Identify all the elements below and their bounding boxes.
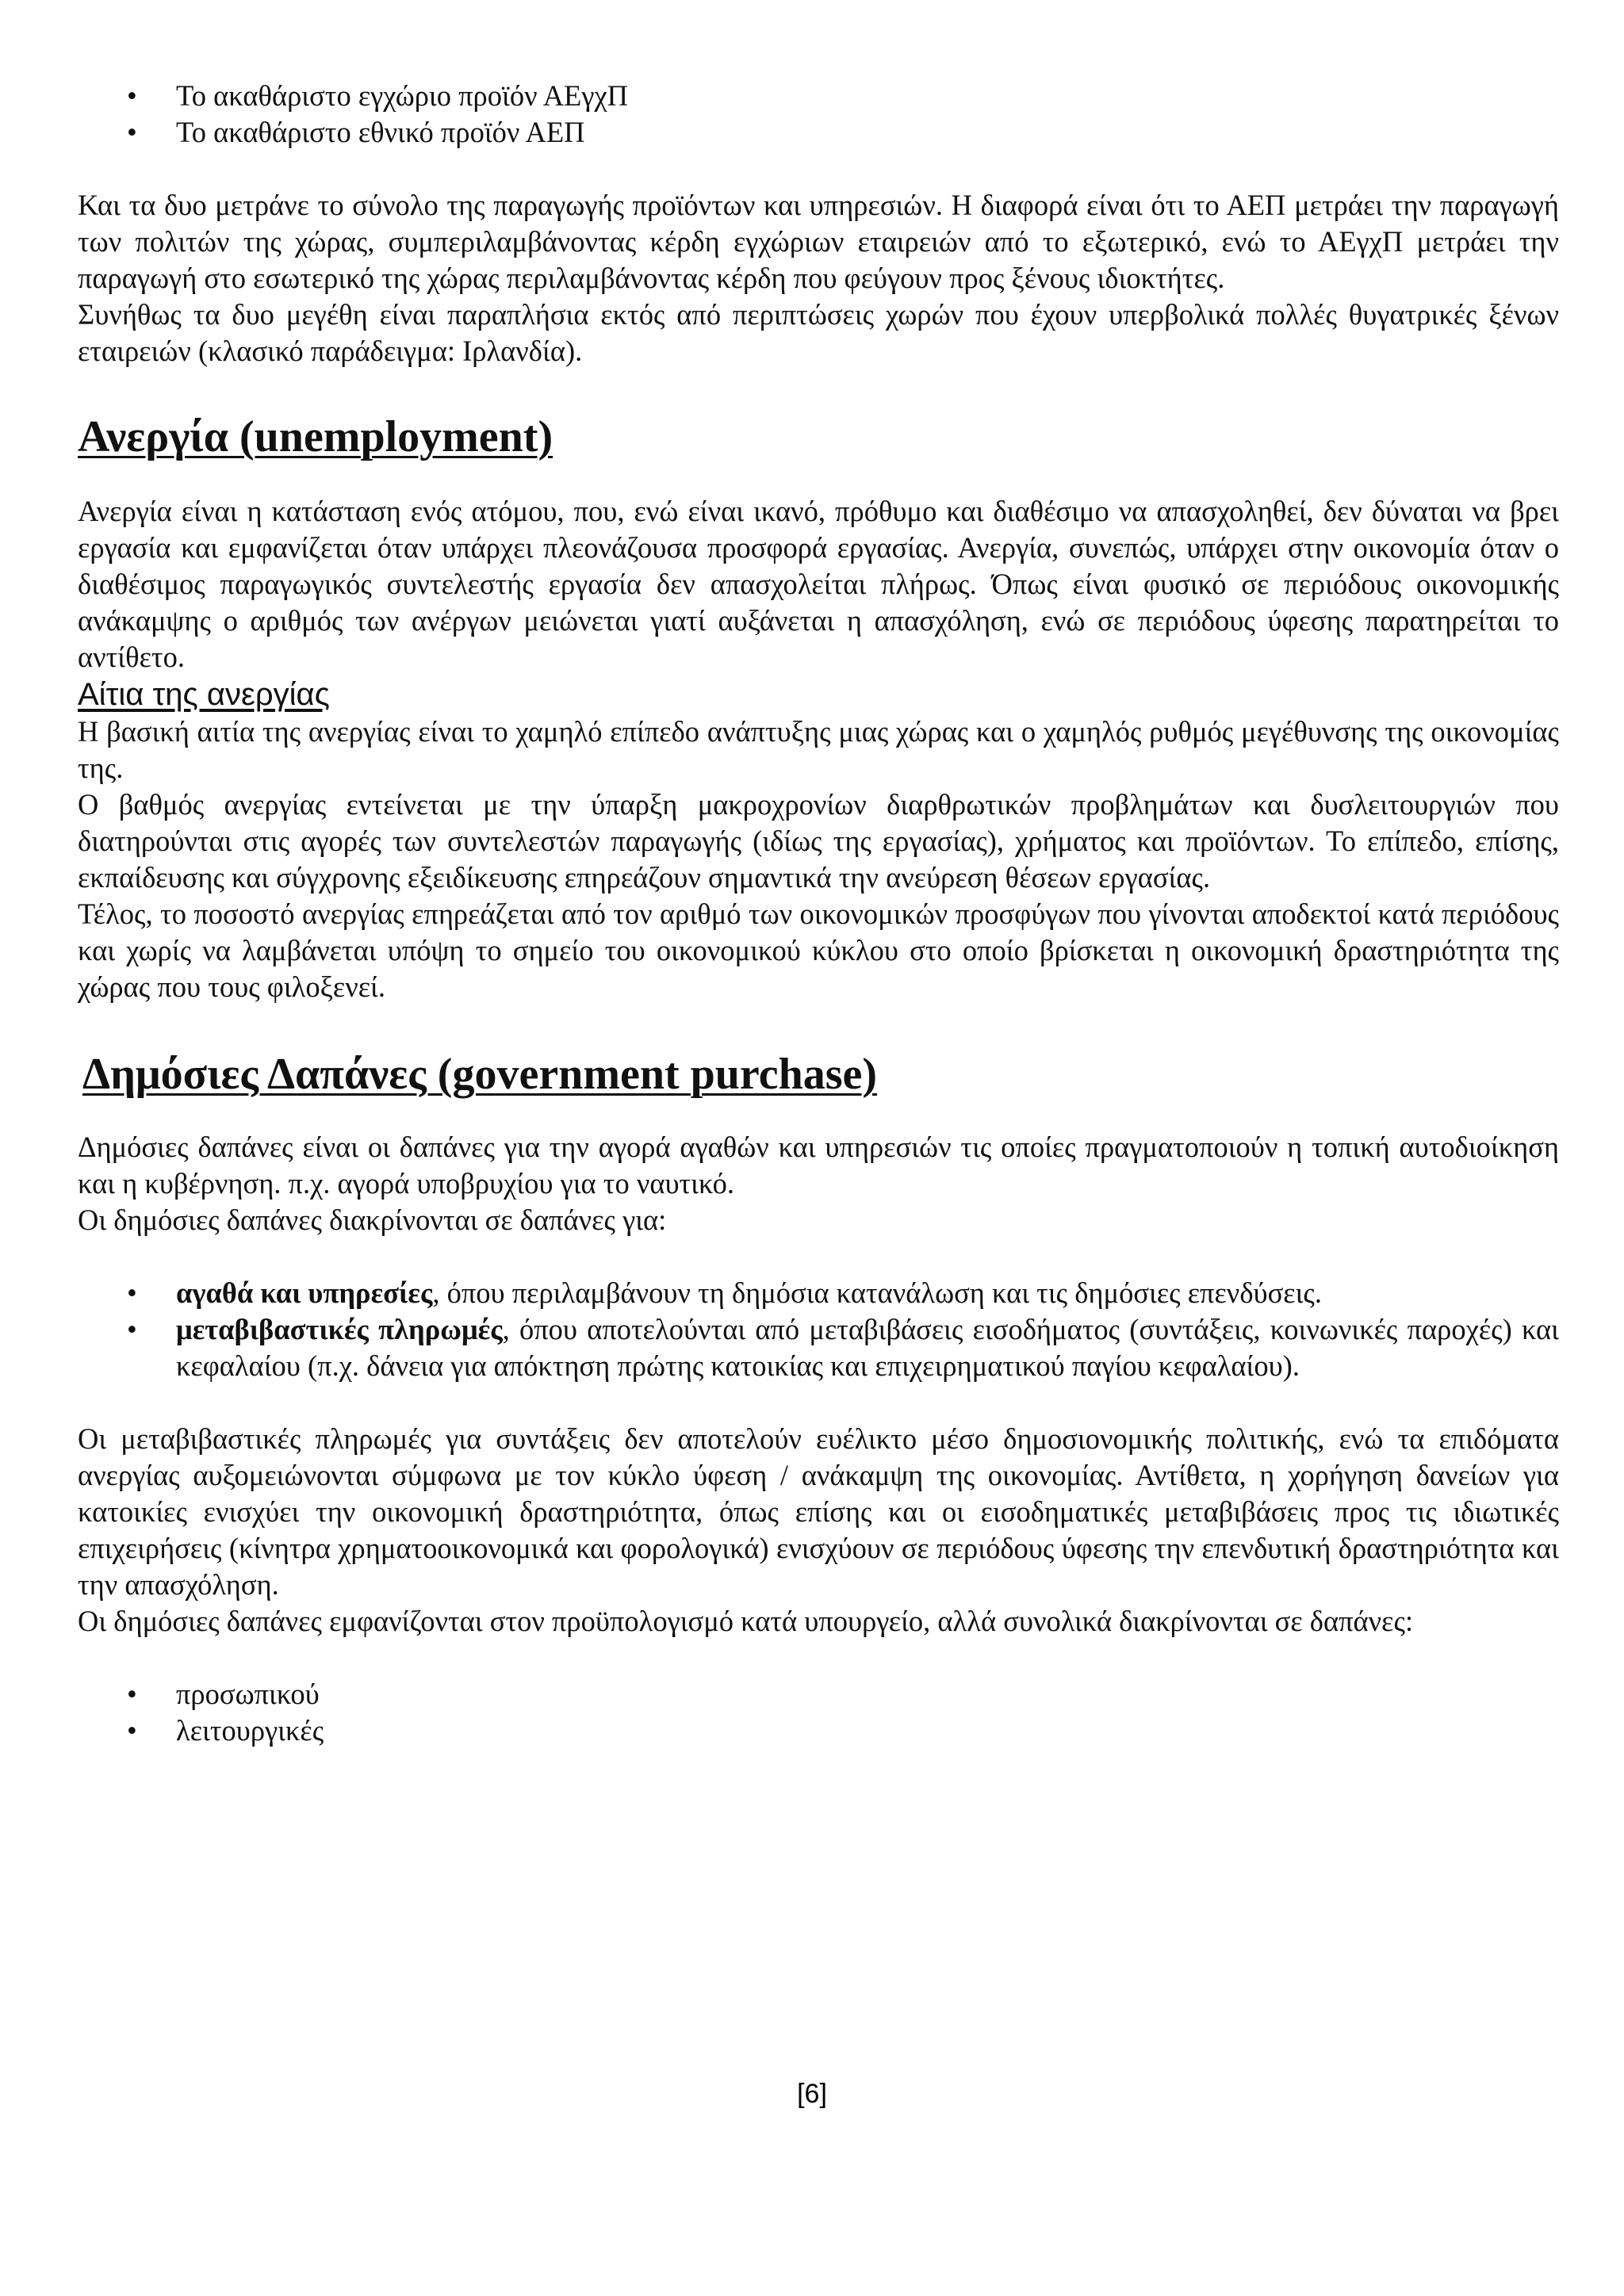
bullet-icon: • (127, 1714, 137, 1747)
unemployment-paragraph-3: Ο βαθμός ανεργίας εντείνεται με την ύπαρξη μακροχρονίων διαρθρωτικών προβλημάτων και δυσλειτουργιών που διατηρούνται στις αγορές των συντελεστών παραγωγής (ιδίως της εργασίας), χρήματος και προϊόντων. Το επίπεδο, επίσης, εκπαίδευσης και σύγχρονης εξειδίκευσης επηρεάζουν σημαντικά την ανεύρεση θέσεων εργασίας. (78, 788, 1559, 894)
list-item: • αγαθά και υπηρεσίες, όπου περιλαμβάνουν τη δημόσια κατανάλωση και τις δημόσιες επενδύσεις. (78, 1275, 1559, 1311)
government-paragraph-3: Οι μεταβιβαστικές πληρωμές για συντάξεις δεν αποτελούν ευέλικτο μέσο δημοσιονομικής πολιτικής, ενώ τα επιδόματα ανεργίας αυξομειώνονται σύμφωνα με τον κύκλο ύφεση / ανάκαμψη της οικονομίας. Αντίθετα, η χορήγηση δανείων για κατοικίες ενισχύει την οικονομική δραστηριότητα, όπως επίσης και οι εισοδηματικές μεταβιβάσεις προς τις ιδιωτικές επιχειρήσεις (κίνητρα χρηματοοικονομικά και φορολογικά) ενισχύουν σε περιόδους ύφεσης την επενδυτική δραστηριότητα και την απασχόληση. (78, 1422, 1559, 1601)
list-item: • λειτουργικές (78, 1712, 1559, 1749)
page-number: [6] (797, 2079, 827, 2109)
unemployment-heading: Ανεργία (unemployment) (78, 412, 553, 461)
unemployment-causes-subheading: Αίτια της ανεργίας (78, 677, 330, 712)
list-item: • Το ακαθάριστο εθνικό προϊόν ΑΕΠ (78, 114, 1559, 151)
bullet-icon: • (127, 1678, 137, 1710)
unemployment-paragraph-2: Η βασική αιτία της ανεργίας είναι το χαμηλό επίπεδο ανάπτυξης μιας χώρας και ο χαμηλός ρυθμός μεγέθυνσης της οικονομίας της. (78, 715, 1559, 784)
intro-paragraph-2: Συνήθως τα δυο μεγέθη είναι παραπλήσια εκτός από περιπτώσεις χωρών που έχουν υπερβολικά πολλές θυγατρικές ξένων εταιρειών (κλασικό παράδειγμα: Ιρλανδία). (78, 298, 1559, 367)
unemployment-paragraph-1: Ανεργία είναι η κατάσταση ενός ατόμου, που, ενώ είναι ικανό, πρόθυμο και διαθέσιμο να απασχοληθεί, δεν δύναται να βρει εργασία και εμφανίζεται όταν υπάρχει πλεονάζουσα προσφορά εργασίας. Ανεργία, συνεπώς, υπάρχει στην οικονομία όταν ο διαθέσιμος παραγωγικός συντελεστής εργασία δεν απασχολείται πλήρως. Όπως είναι φυσικό σε περιόδους οικονομικής ανάκαμψης ο αριθμός των ανέργων μειώνεται γιατί αυξάνεται η απασχόληση, ενώ σε περιόδους ύφεσης παρατηρείται το αντίθετο. (78, 495, 1559, 673)
unemployment-paragraph-4: Τέλος, το ποσοστό ανεργίας επηρεάζεται από τον αριθμό των οικονομικών προσφύγων που γίνονται αποδεκτοί κατά περιόδους και χωρίς να λαμβάνεται υπόψη το σημείο του οικονομικού κύκλου στο οποίο βρίσκεται η οικονομική δραστηριότητα της χώρας που τους φιλοξενεί. (78, 897, 1559, 1003)
government-heading: Δημόσιες Δαπάνες (government purchase) (82, 1050, 878, 1099)
government-paragraph-1: Δημόσιες δαπάνες είναι οι δαπάνες για την αγορά αγαθών και υπηρεσιών τις οποίες πραγματοποιούν η τοπική αυτοδιοίκηση και η κυβέρνηση. π.χ. αγορά υποβρυχίου για το ναυτικό. (78, 1131, 1559, 1200)
intro-paragraph-1: Και τα δυο μετράνε το σύνολο της παραγωγής προϊόντων και υπηρεσιών. Η διαφορά είναι ότι το ΑΕΠ μετράει την παραγωγή των πολιτών της χώρας, συμπεριλαμβάνοντας κέρδη εγχώριων εταιρειών από το εξωτερικό, ενώ το ΑΕγχΠ μετράει την παραγωγή στο εσωτερικό της χώρας περιλαμβάνοντας κέρδη που φεύγουν προς ξένους ιδιοκτήτες. (78, 189, 1559, 294)
government-expense-types-list (78, 1676, 1559, 1749)
list-item: • προσωπικού (78, 1676, 1559, 1712)
government-spending-list (78, 1275, 1559, 1384)
intro-bullet-list (78, 78, 1559, 151)
bullet-icon: • (127, 1276, 137, 1309)
government-paragraph-2: Οι δημόσιες δαπάνες διακρίνονται σε δαπάνες για: (78, 1203, 667, 1236)
bullet-icon: • (127, 116, 137, 148)
bullet-icon: • (127, 79, 137, 112)
bullet-icon: • (127, 1313, 137, 1345)
list-item: • Το ακαθάριστο εγχώριο προϊόν ΑΕγχΠ (78, 78, 1559, 114)
government-paragraph-4: Οι δημόσιες δαπάνες εμφανίζονται στον προϋπολογισμό κατά υπουργείο, αλλά συνολικά διακρίνονται σε δαπάνες: (78, 1605, 1414, 1637)
list-item: • μεταβιβαστικές πληρωμές, όπου αποτελούνται από μεταβιβάσεις εισοδήματος (συντάξεις, κοινωνικές παροχές) και κεφαλαίου (π.χ. δάνεια για απόκτηση πρώτης κατοικίας και επιχειρηματικού παγίου κεφαλαίου). (127, 1313, 1559, 1382)
